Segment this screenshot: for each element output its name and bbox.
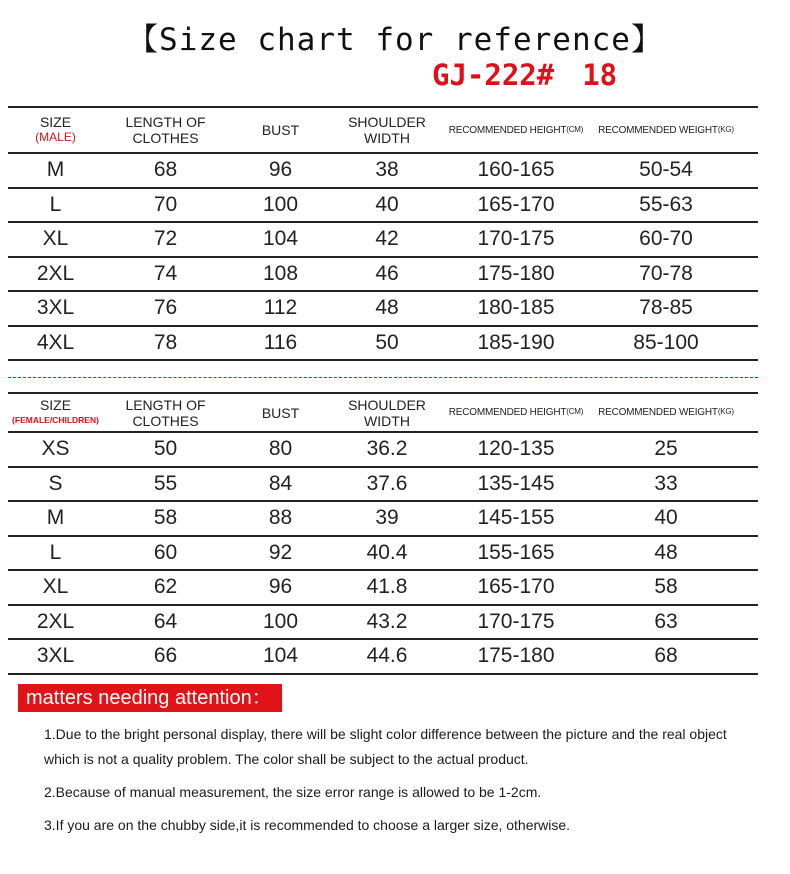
- size-header-label: SIZE: [39, 114, 72, 130]
- attention-heading: matters needing attention：: [18, 684, 282, 712]
- shoulder-header: SHOULDER WIDTH: [348, 114, 426, 146]
- weight-cell: 68: [654, 644, 678, 668]
- height-cell: 165-170: [477, 192, 555, 216]
- height-unit: (CM): [566, 124, 584, 134]
- weight-cell: 78-85: [639, 296, 693, 320]
- height-cell: 165-170: [477, 575, 555, 599]
- male-size-table: [8, 106, 758, 361]
- shoulder-cell: 37.6: [366, 471, 408, 495]
- shoulder-cell: 38: [375, 158, 399, 182]
- size-cell: M: [46, 506, 65, 530]
- weight-cell: 63: [654, 609, 678, 633]
- size-cell: L: [49, 192, 62, 216]
- bust-header: BUST: [261, 404, 300, 421]
- height-cell: 175-180: [477, 644, 555, 668]
- bust-cell: 104: [262, 227, 299, 251]
- shoulder-cell: 43.2: [366, 609, 408, 633]
- length-cell: 72: [153, 227, 178, 251]
- table-row: [8, 256, 758, 291]
- note-1: 1.Due to the bright personal display, there will be slight color difference between the picture and the real object: [44, 726, 727, 742]
- bust-cell: 108: [262, 261, 299, 285]
- shoulder-header: SHOULDER WIDTH: [348, 396, 426, 429]
- length-cell: 58: [153, 506, 178, 530]
- height-cell: 120-135: [477, 437, 555, 461]
- size-cell: XL: [42, 227, 69, 251]
- height-unit: (CM): [566, 407, 584, 416]
- height-header: [441, 407, 591, 418]
- bust-cell: 96: [268, 575, 293, 599]
- weight-cell: 70-78: [639, 261, 693, 285]
- size-cell: 3XL: [36, 644, 75, 668]
- table-row: [8, 431, 758, 466]
- size-cell: XL: [42, 575, 69, 599]
- table-row: [8, 221, 758, 256]
- height-cell: 155-165: [477, 540, 555, 564]
- section-divider: [8, 377, 758, 378]
- length-header: LENGTH OF CLOTHES: [125, 114, 206, 146]
- weight-header-label: RECOMMENDED WEIGHT: [598, 407, 718, 418]
- length-cell: 66: [153, 644, 178, 668]
- table-header: [8, 106, 758, 152]
- shoulder-cell: 40.4: [366, 540, 408, 564]
- bust-cell: 84: [268, 471, 293, 495]
- model-number: 18: [582, 58, 618, 92]
- male-label: (MALE): [35, 130, 76, 144]
- weight-cell: 25: [654, 437, 678, 461]
- size-header: [8, 115, 103, 145]
- shoulder-cell: 44.6: [366, 644, 408, 668]
- table-row: [8, 604, 758, 639]
- size-cell: 4XL: [36, 330, 75, 354]
- weight-unit: (KG): [717, 407, 734, 416]
- weight-header: [591, 407, 741, 418]
- table-row: [8, 290, 758, 325]
- bust-cell: 80: [268, 437, 293, 461]
- length-cell: 76: [153, 296, 178, 320]
- shoulder-cell: 40: [375, 192, 399, 216]
- table-header: [8, 392, 758, 431]
- weight-cell: 33: [654, 471, 678, 495]
- note-2: 2.Because of manual measurement, the size error range is allowed to be 1-2cm.: [44, 784, 542, 800]
- height-header-label: RECOMMENDED HEIGHT: [448, 407, 567, 418]
- bust-header: BUST: [261, 122, 300, 138]
- size-cell: S: [48, 471, 63, 495]
- table-row: [8, 638, 758, 675]
- table-row: [8, 325, 758, 362]
- female-label: (FEMALE/CHILDREN): [12, 414, 99, 425]
- length-cell: 74: [153, 261, 178, 285]
- length-cell: 55: [153, 471, 178, 495]
- length-cell: 64: [153, 609, 178, 633]
- table-row: [8, 152, 758, 187]
- height-cell: 180-185: [477, 296, 555, 320]
- weight-unit: (KG): [717, 124, 734, 134]
- bust-cell: 96: [268, 158, 293, 182]
- note-1-continued: which is not a quality problem. The color shall be subject to the actual product.: [44, 751, 529, 767]
- size-cell: 2XL: [36, 261, 75, 285]
- size-cell: 3XL: [36, 296, 75, 320]
- shoulder-cell: 41.8: [366, 575, 408, 599]
- shoulder-cell: 36.2: [366, 437, 408, 461]
- table-row: [8, 466, 758, 501]
- weight-cell: 55-63: [639, 192, 693, 216]
- height-cell: 145-155: [477, 506, 555, 530]
- shoulder-cell: 39: [375, 506, 399, 530]
- weight-cell: 85-100: [633, 330, 699, 354]
- height-cell: 170-175: [477, 227, 555, 251]
- table-row: [8, 187, 758, 222]
- male-table-body: [8, 152, 758, 361]
- bust-cell: 100: [262, 609, 299, 633]
- size-cell: L: [49, 540, 62, 564]
- height-header-label: RECOMMENDED HEIGHT: [448, 124, 567, 136]
- length-cell: 70: [153, 192, 178, 216]
- height-cell: 175-180: [477, 261, 555, 285]
- shoulder-cell: 42: [375, 227, 399, 251]
- weight-cell: 58: [654, 575, 678, 599]
- page-title: 【Size chart for reference】: [127, 22, 663, 58]
- weight-cell: 60-70: [639, 227, 693, 251]
- size-cell: M: [46, 158, 65, 182]
- product-code: [432, 58, 617, 92]
- shoulder-cell: 46: [375, 261, 399, 285]
- weight-cell: 48: [654, 540, 678, 564]
- weight-header-label: RECOMMENDED WEIGHT: [598, 124, 718, 136]
- height-cell: 170-175: [477, 609, 555, 633]
- bust-cell: 92: [268, 540, 293, 564]
- size-cell: 2XL: [36, 609, 75, 633]
- length-cell: 62: [153, 575, 178, 599]
- height-cell: 135-145: [477, 471, 555, 495]
- height-header: [441, 125, 591, 136]
- bust-cell: 88: [268, 506, 293, 530]
- note-3: 3.If you are on the chubby side,it is recommended to choose a larger size, otherwise.: [44, 817, 571, 833]
- bust-cell: 104: [262, 644, 299, 668]
- model-code: GJ-222#: [432, 58, 555, 92]
- size-cell: XS: [41, 437, 70, 461]
- table-row: [8, 569, 758, 604]
- weight-cell: 50-54: [639, 158, 693, 182]
- height-cell: 160-165: [477, 158, 555, 182]
- size-header-label: SIZE: [39, 396, 72, 413]
- length-cell: 68: [153, 158, 178, 182]
- bust-cell: 116: [263, 330, 298, 354]
- female-size-table: [8, 392, 758, 675]
- weight-header: [591, 125, 741, 136]
- length-cell: 50: [153, 437, 178, 461]
- female-table-body: [8, 431, 758, 675]
- shoulder-cell: 50: [375, 330, 399, 354]
- length-cell: 60: [153, 540, 178, 564]
- bust-cell: 112: [263, 296, 298, 320]
- length-header: LENGTH OF CLOTHES: [125, 396, 206, 429]
- weight-cell: 40: [654, 506, 678, 530]
- size-header: [8, 398, 103, 428]
- height-cell: 185-190: [477, 330, 555, 354]
- bust-cell: 100: [262, 192, 299, 216]
- shoulder-cell: 48: [375, 296, 399, 320]
- length-cell: 78: [153, 330, 178, 354]
- table-row: [8, 535, 758, 570]
- table-row: [8, 500, 758, 535]
